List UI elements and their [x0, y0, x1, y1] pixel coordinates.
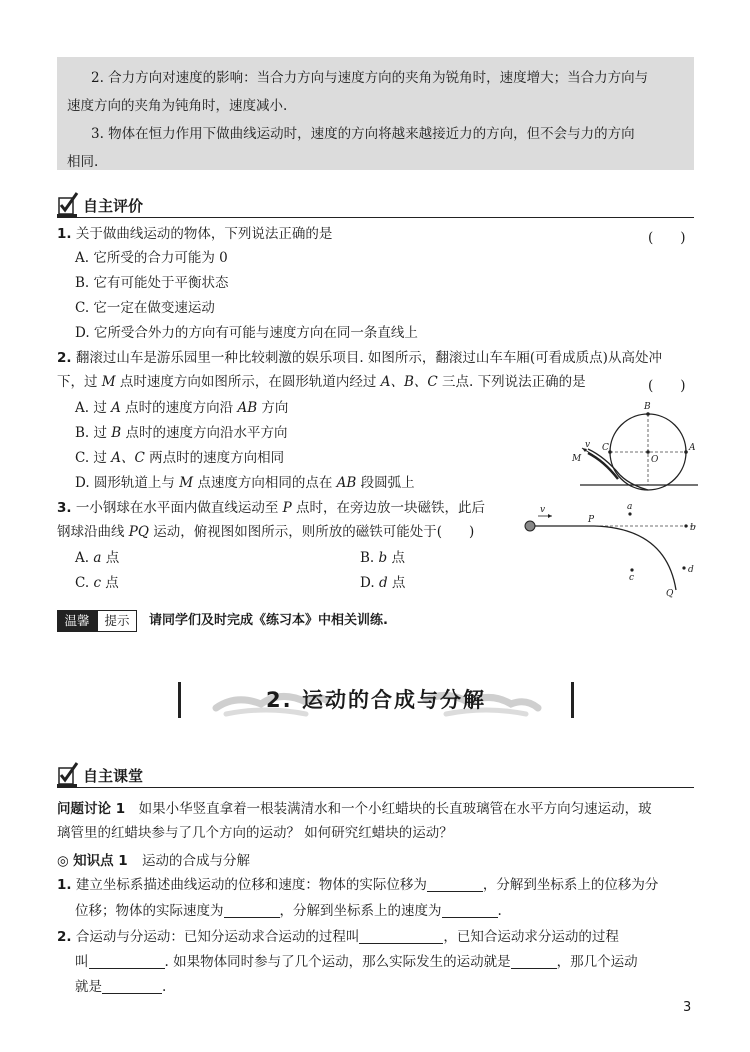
section-rule: [57, 787, 694, 788]
text: 点: [101, 575, 119, 591]
option-b: [75, 421, 288, 445]
check-pencil-icon: [57, 760, 81, 788]
k2-line1: [57, 925, 697, 949]
discussion-line1: [57, 797, 697, 821]
point-d: [682, 566, 685, 569]
summary-p2-line2: 速度方向的夹角为钝角时，速度减小.: [67, 98, 288, 114]
k1-line2: [75, 899, 715, 923]
knowledge-point-heading: [57, 849, 250, 869]
section-header-self-class: [57, 758, 694, 788]
label-m: M: [572, 454, 582, 464]
text: 两点时的速度方向相同: [144, 450, 285, 466]
label-c: c: [629, 573, 635, 583]
text: ，分解到坐标系上的速度为: [279, 903, 442, 919]
text: D. 圆形轨道上与: [75, 475, 180, 491]
option-d: [360, 571, 405, 595]
section-rule: [57, 217, 694, 218]
var: AB: [336, 475, 357, 491]
text: 运动，俯视图如图所示，则所放的磁铁可能处于: [148, 524, 437, 540]
summary-p3-line1: 3. 物体在恒力作用下做曲线运动时，速度的方向将越来越接近力的方向，但不会与力的方向: [91, 126, 635, 142]
tip-bar: [57, 610, 697, 634]
label-v: v: [540, 505, 546, 515]
curve-pq: [594, 526, 676, 590]
option-a: [75, 396, 288, 420]
label-b: B: [644, 402, 651, 412]
chapter-banner: [178, 680, 574, 724]
text: 点时速度方向如图所示，在圆形轨道内经过: [115, 374, 381, 390]
var: M: [101, 374, 116, 390]
k2-line2: [75, 950, 715, 974]
point-c: [630, 568, 633, 571]
text: 点时的速度方向沿: [120, 400, 238, 416]
var: c: [93, 575, 101, 591]
answer-paren: ( ): [436, 524, 475, 540]
var: PQ: [128, 524, 149, 540]
question-2-stem-line2: [57, 370, 697, 394]
option-c: C. 它一定在做变速运动: [75, 300, 215, 316]
track-hatch: [588, 453, 618, 479]
label-d: d: [688, 565, 694, 575]
text: A.: [75, 550, 94, 566]
text: 钢球沿曲线: [57, 524, 129, 540]
text: C. 过: [75, 450, 112, 466]
label-q: Q: [666, 589, 674, 599]
label-b: b: [690, 523, 696, 533]
text: 点时的速度方向沿水平方向: [121, 425, 288, 441]
summary-p2-line1: 2. 合力方向对速度的影响：当合力方向与速度方向的夹角为锐角时，速度增大；当合力方向与: [91, 70, 649, 86]
text: 合运动与分运动：已知分运动求合运动的过程叫: [75, 929, 360, 945]
summary-p3-line2: 相同.: [67, 154, 99, 170]
question-text: 翻滚过山车是游乐园里一种比较刺激的娱乐项目. 如图所示，翻滚过山车车厢(可看成质点)从高处冲: [75, 350, 662, 366]
roller-coaster-figure: [560, 395, 700, 493]
discussion-text: 如果小华竖直拿着一根装满清水和一个小红蜡块的长直玻璃管在水平方向匀速运动，玻: [125, 801, 652, 817]
text: 方向: [257, 400, 289, 416]
discussion-line2: 璃管里的红蜡块参与了几个方向的运动？ 如何研究红蜡块的运动？: [57, 825, 453, 841]
text: .: [162, 979, 167, 995]
text: 点速度方向相同的点在: [193, 475, 337, 491]
option-d: D. 它所受合外力的方向有可能与速度方向在同一条直线上: [75, 325, 418, 341]
text: 叫: [75, 954, 89, 970]
chapter-title: 2. 运动的合成与分解: [266, 688, 486, 712]
entry-track: [588, 449, 648, 490]
page-number: 3: [683, 1000, 692, 1015]
question-2-stem-line1: [57, 346, 697, 370]
var: P: [282, 500, 292, 516]
label-p: P: [588, 515, 595, 525]
answer-paren: ( ): [648, 378, 686, 394]
label-a: A: [689, 443, 696, 453]
point-a: [628, 512, 631, 515]
text: B.: [360, 550, 379, 566]
text: . 如果物体同时参与了几个运动，那么实际发生的运动就是: [164, 954, 511, 970]
text: 点: [101, 550, 120, 566]
text: C.: [75, 575, 94, 591]
question-number: 3.: [57, 500, 72, 516]
text: ，那几个运动: [556, 954, 638, 970]
knowledge-title: 运动的合成与分解: [141, 853, 250, 869]
fill-blank[interactable]: [102, 977, 162, 994]
fill-blank[interactable]: [511, 952, 557, 969]
text: A. 过: [75, 400, 112, 416]
text: 就是: [75, 979, 102, 995]
steel-ball: [525, 521, 535, 531]
option-c: [75, 571, 119, 595]
knowledge-label: 知识点 1: [73, 853, 128, 869]
text: ，分解到坐标系上的位移为分: [482, 877, 659, 893]
option-c: [75, 446, 284, 470]
question-text: 关于做曲线运动的物体，下列说法正确的是: [75, 226, 333, 242]
k1-line1: [57, 873, 697, 897]
text: 三点. 下列说法正确的是: [437, 374, 586, 390]
k2-line3: [75, 975, 715, 999]
answer-paren: ( ): [648, 230, 686, 246]
text: B. 过: [75, 425, 112, 441]
label-o: O: [651, 455, 659, 465]
label-c: C: [602, 443, 609, 453]
option-a: [75, 546, 119, 570]
item-number: 2.: [57, 929, 72, 945]
text: 点: [387, 575, 406, 591]
text: 一小钢球在水平面内做直线运动至: [75, 500, 283, 516]
var: M: [179, 475, 194, 491]
var: AB: [237, 400, 258, 416]
text: 建立坐标系描述曲线运动的位移和速度：物体的实际位移为: [75, 877, 427, 893]
fill-blank[interactable]: [224, 901, 280, 918]
point-o: [646, 450, 650, 454]
section-title: 自主课堂: [83, 767, 144, 785]
label-v: v: [585, 440, 591, 450]
text: 点时，在旁边放一块磁铁，此后: [291, 500, 486, 516]
fill-blank[interactable]: [89, 952, 165, 969]
question-number: 1.: [57, 226, 72, 242]
fill-blank[interactable]: [427, 875, 483, 892]
section-header-self-evaluation: [57, 188, 694, 218]
question-1-stem: [57, 222, 697, 246]
tip-badge-outline: 提示: [97, 610, 137, 632]
label-a: a: [627, 502, 633, 512]
text: D.: [360, 575, 379, 591]
fill-blank[interactable]: [359, 927, 443, 944]
var: A、C: [111, 450, 145, 466]
tip-badge-dark: 温馨: [57, 610, 97, 632]
option-b: [360, 546, 405, 570]
text: 下，过: [57, 374, 102, 390]
var: d: [378, 575, 388, 591]
var: A: [111, 400, 121, 416]
summary-box: [57, 57, 694, 170]
item-number: 1.: [57, 877, 72, 893]
var: B: [111, 425, 122, 441]
var: b: [378, 550, 388, 566]
question-number: 2.: [57, 350, 72, 366]
section-title: 自主评价: [83, 197, 144, 215]
option-a: A. 它所受的合力可能为 0: [75, 250, 228, 266]
text: ，已知合运动求分运动的过程: [443, 929, 619, 945]
point-b: [646, 412, 650, 416]
var: a: [93, 550, 102, 566]
fill-blank[interactable]: [442, 901, 498, 918]
option-b: B. 它有可能处于平衡状态: [75, 275, 229, 291]
text: 段圆弧上: [356, 475, 415, 491]
steel-ball-figure: [516, 500, 698, 600]
point-a: [684, 450, 688, 454]
discussion-label: 问题讨论 1: [57, 801, 126, 817]
circle-marker-icon: ◎: [57, 853, 69, 869]
check-pencil-icon: [57, 190, 81, 218]
var: A、B、C: [380, 374, 438, 390]
arrow-head: [548, 514, 552, 518]
text: 位移；物体的实际速度为: [75, 903, 224, 919]
point-b: [684, 524, 687, 527]
text: .: [497, 903, 502, 919]
option-d: [75, 471, 415, 495]
text: 点: [387, 550, 405, 566]
tip-text: 请同学们及时完成《练习本》中相关训练.: [149, 613, 388, 628]
